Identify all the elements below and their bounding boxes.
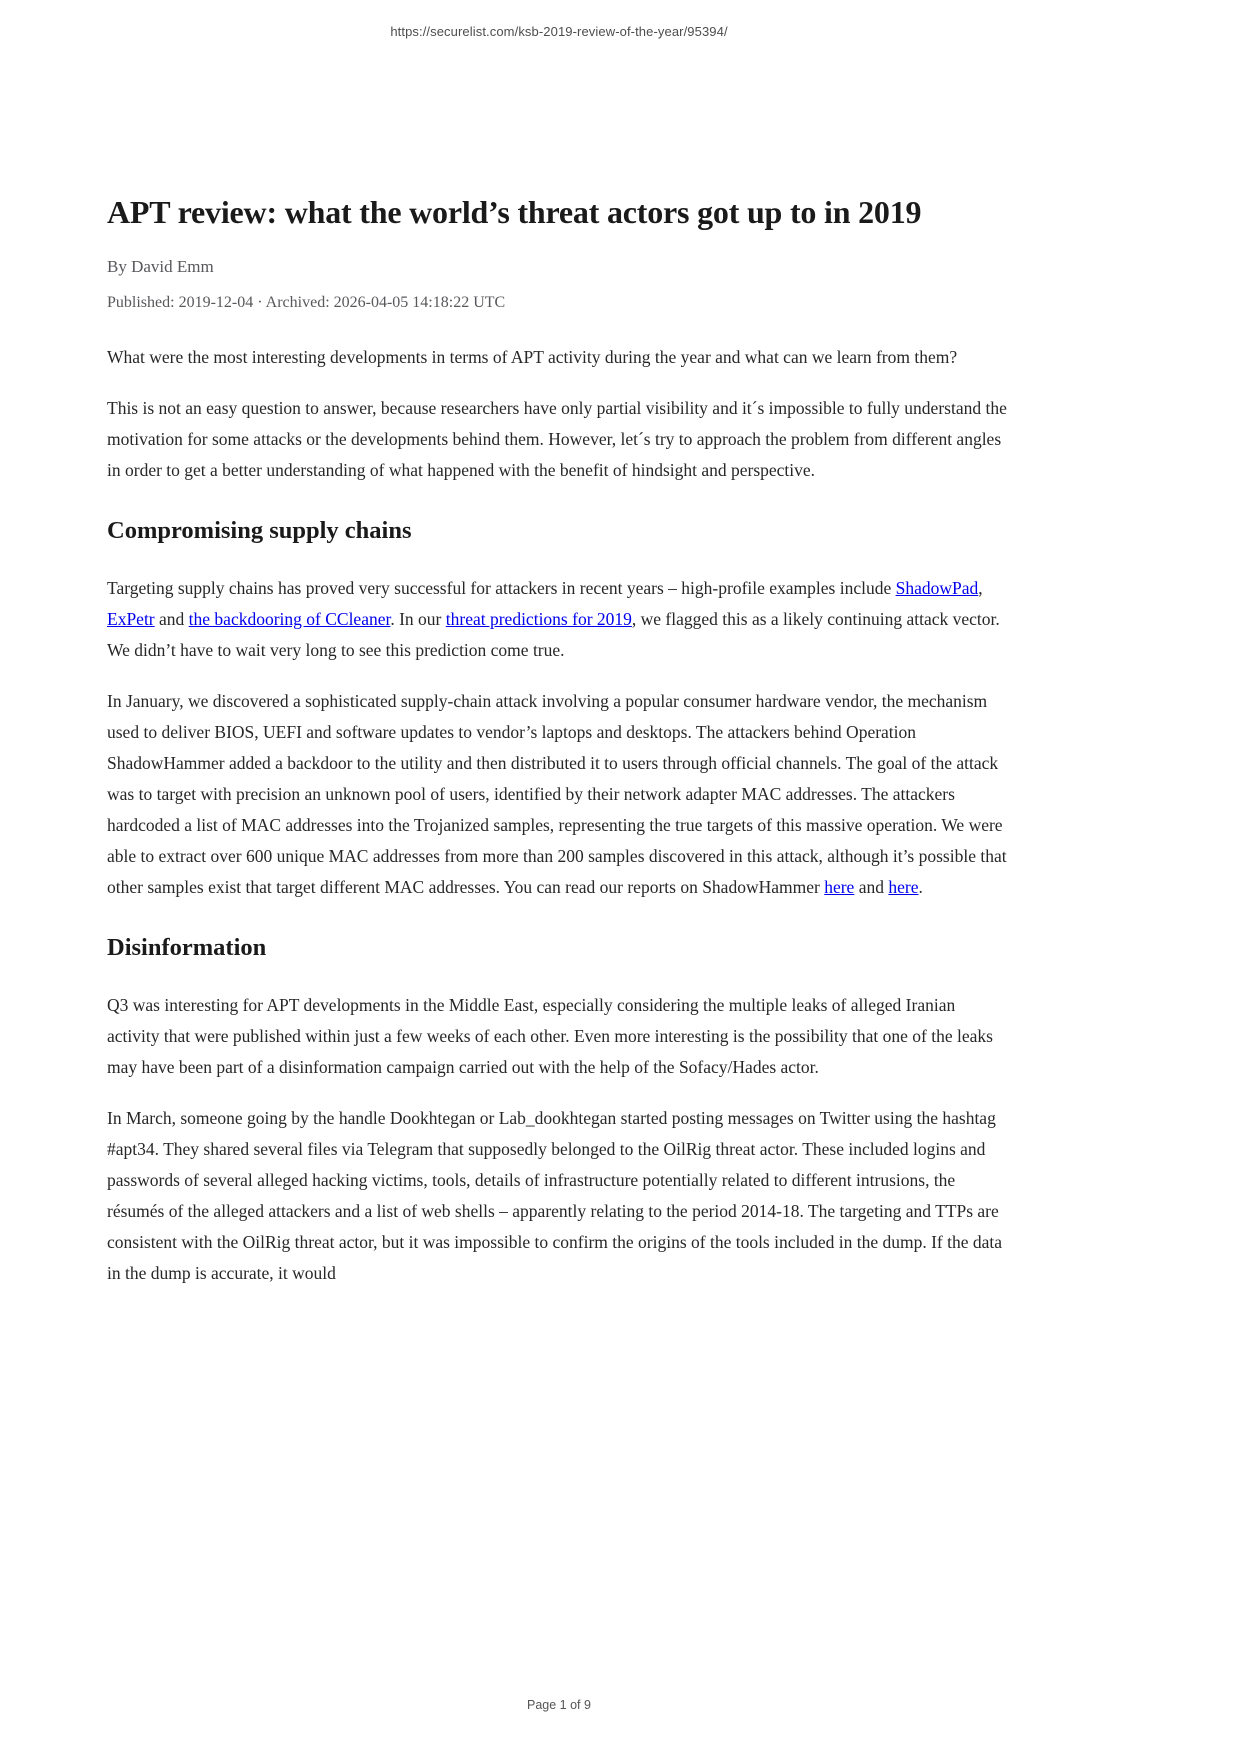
link-shadowhammer-report-1[interactable]: here xyxy=(824,876,855,897)
publish-meta: Published: 2019-12-04 · Archived: 2026-04-05 14:18:22 UTC xyxy=(107,293,506,311)
text-run: . In our xyxy=(390,608,446,629)
page-number: Page 1 of 9 xyxy=(527,1698,591,1712)
text-run: and xyxy=(854,876,889,897)
byline: By David Emm xyxy=(107,256,214,276)
section-heading-disinformation: Disinformation xyxy=(107,933,267,961)
link-expetr[interactable]: ExPetr xyxy=(107,608,155,629)
paragraph-q3-leaks: Q3 was interesting for APT developments in the Middle East, especially considering the multiple leaks of alleged Iranian activity that were published within just a few weeks of each other. Even more interesting is the possibility that one of the leaks may have been part of a disinformation campaign carried out with the help of the Sofacy/Hades actor. xyxy=(107,994,993,1077)
link-shadowhammer-report-2[interactable]: here xyxy=(888,876,919,897)
paragraph-intro-answer: This is not an easy question to answer, because researchers have only partial visibility and it´s impossible to fully understand the motivation for some attacks or the developments behind them. However, let´s try to approach the problem from different angles in order to get a better understanding of what happened with the benefit of hindsight and perspective. xyxy=(107,397,1007,480)
text-run: In January, we discovered a sophisticated supply-chain attack involving a popular consumer hardware vendor, the mechanism used to deliver BIOS, UEFI and software updates to vendor’s laptops and desktops. The attackers behind Operation ShadowHammer added a backdoor to the utility and then distributed it to users through official channels. The goal of the attack was to target with precision an unknown pool of users, identified by their network adapter MAC addresses. The attackers hardcoded a list of MAC addresses into the Trojanized samples, representing the true targets of this massive operation. We were able to extract over 600 unique MAC addresses from more than 200 samples discovered in this attack, although it’s possible that other samples exist that target different MAC addresses. You can read our reports on ShadowHammer xyxy=(107,690,1007,897)
print-header-url: https://securelist.com/ksb-2019-review-of-the-year/95394/ xyxy=(390,24,728,39)
paragraph-shadowhammer xyxy=(107,686,1007,903)
article-title: APT review: what the world’s threat actors got up to in 2019 xyxy=(107,194,922,230)
text-run: , we flagged this as a likely continuing attack vector. We didn’t have to wait very long to see this prediction come true. xyxy=(107,608,1000,660)
section-heading-supply-chains: Compromising supply chains xyxy=(107,516,412,544)
paragraph-supply-chains xyxy=(107,573,1007,666)
paragraph-intro-question: What were the most interesting developments in terms of APT activity during the year and what can we learn from them? xyxy=(107,346,958,367)
paragraph-dookhtegan: In March, someone going by the handle Dookhtegan or Lab_dookhtegan started posting messages on Twitter using the hashtag #apt34. They shared several files via Telegram that supposedly belonged to the OilRig threat actor. These included logins and passwords of several alleged hacking victims, tools, details of infrastructure potentially related to different intrusions, the résumés of the alleged attackers and a list of web shells – apparently relating to the period 2014-18. The targeting and TTPs are consistent with the OilRig threat actor, but it was impossible to confirm the origins of the tools included in the dump. If the data in the dump is accurate, it would xyxy=(107,1107,1003,1283)
text-run: and xyxy=(154,608,189,629)
text-run: Targeting supply chains has proved very successful for attackers in recent years – high-profile examples include xyxy=(107,577,896,598)
link-shadowpad[interactable]: ShadowPad xyxy=(895,577,979,598)
link-threat-predictions-2019[interactable]: threat predictions for 2019 xyxy=(445,608,632,629)
text-run: , xyxy=(978,577,983,598)
text-run: . xyxy=(918,876,923,897)
link-ccleaner-backdooring[interactable]: the backdooring of CCleaner xyxy=(188,608,391,629)
article xyxy=(107,0,1007,1309)
